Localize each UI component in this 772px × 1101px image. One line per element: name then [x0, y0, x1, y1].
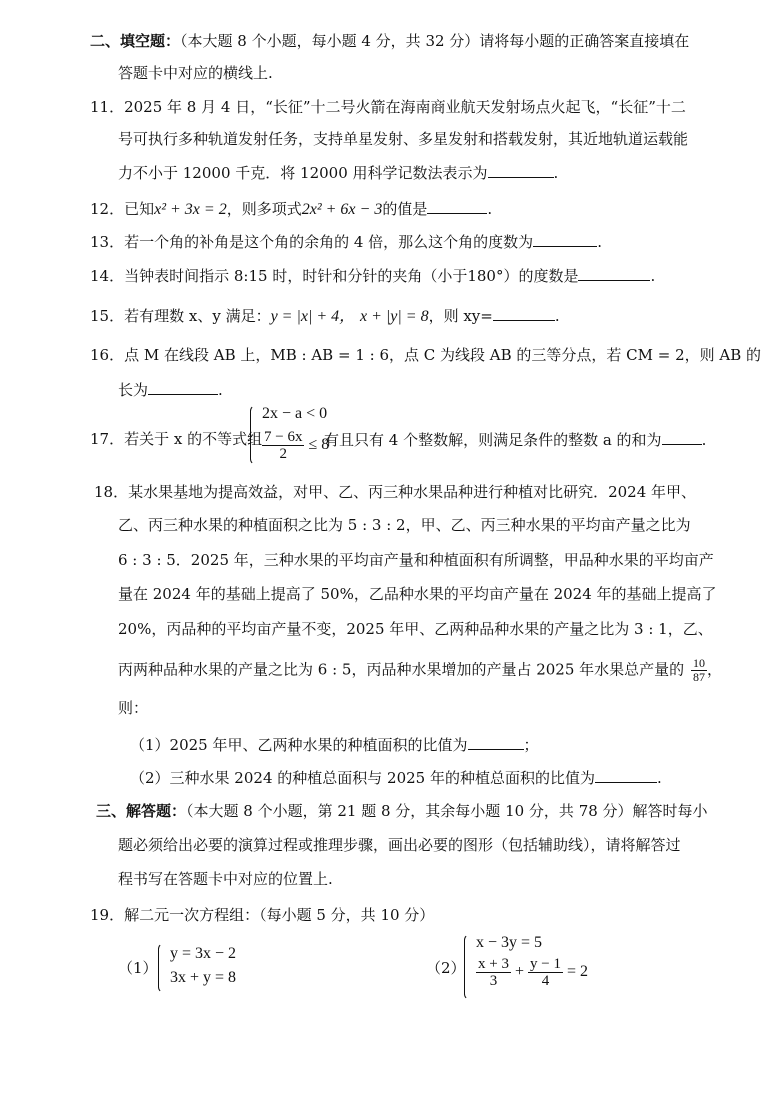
q15-pre: 若有理数 x、y 满足：	[124, 307, 271, 325]
q19-part2-frac2-den: 4	[541, 973, 550, 989]
q13-answer-blank[interactable]	[533, 230, 597, 247]
q11-number: 11．	[90, 98, 125, 116]
q16-text-line2: 长为	[118, 381, 149, 399]
q19-part1-label: （1）	[118, 959, 158, 977]
q18-frac-den: 87	[692, 670, 705, 684]
q19-part2-frac1-den: 3	[489, 973, 498, 989]
q17-inequality2	[250, 429, 330, 462]
q12-equation: x² + 3x = 2	[154, 201, 227, 218]
q11-text-line3: 力不小于 12000 千克．将 12000 用科学记数法表示为	[118, 164, 488, 182]
q18-line1	[94, 481, 696, 503]
q15-equation1: y = |x| + 4，	[270, 308, 356, 325]
q15-number: 15．	[90, 307, 125, 325]
q14-line: 14．当钟表时间指示 8:15 时，时针和分针的夹角（小于180°）的度数是 .	[90, 264, 655, 287]
q14-answer-blank[interactable]	[578, 264, 650, 281]
q12-mid: ，则多项式	[226, 200, 302, 218]
q11-line1	[90, 96, 686, 118]
q11-line2: 号可执行多种轨道发射任务，支持单星发射、多星发射和搭载发射，其近地轨道运载能	[118, 130, 689, 148]
section2-desc-line2: 答题卡中对应的横线上.	[118, 64, 273, 82]
q18-line6: 丙两种品种水果的产量之比为 6 : 5，丙品种水果增加的产量占 2025 年水果总产量的 $\frac{10}{87}$ ，	[118, 656, 722, 684]
q19-part2-frac2-num: y − 1	[530, 956, 561, 972]
q17-line	[90, 428, 262, 450]
q19-part2-eq1: x − 3y = 5	[476, 934, 543, 951]
q18-line5: 20%，丙品种的平均亩产量不变，2025 年甲、乙两种品种水果的产量之比为 3 : 1，乙、	[118, 620, 713, 638]
q15-answer-blank[interactable]	[493, 304, 555, 321]
q11-answer-blank[interactable]	[488, 161, 554, 178]
q12-answer-blank[interactable]	[427, 197, 487, 214]
q17-pre: 若关于 x 的不等式组	[124, 430, 263, 448]
q15-equation2: x + |y| = 8	[359, 308, 429, 325]
section3-desc-line2: 题必须给出必要的演算过程或推理步骤，画出必要的图形（包括辅助线），请将解答过	[118, 836, 681, 854]
q12-pre: 已知	[124, 200, 155, 218]
q19-number: 19．	[90, 906, 125, 924]
q18-line2: 乙、丙三种水果的种植面积之比为 5 : 3 : 2，甲、乙、丙三种水果的平均亩产量之比为	[118, 516, 691, 534]
q19-text: 解二元一次方程组：（每小题 5 分，共 10 分）	[124, 906, 435, 924]
q12-number: 12．	[90, 200, 125, 218]
q15-post: ，则 xy=	[428, 307, 493, 325]
q19-part2-eq2	[464, 956, 604, 989]
section2-heading: 二、填空题：	[90, 32, 181, 50]
q19-line	[90, 904, 434, 926]
q19-part2-frac2	[528, 956, 563, 989]
section3-desc-line1: （本大题 8 个小题，第 21 题 8 分，其余每小题 10 分，共 78 分）解答时每小	[186, 802, 708, 820]
q17-ineq2-tail: ≤ 8	[308, 436, 330, 454]
section3-header	[96, 800, 708, 822]
q18-text-line1: 某水果基地为提高效益，对甲、乙、丙三种水果品种进行种植对比研究．2024 年甲、	[128, 483, 697, 501]
q19-part1-eq2: 3x + y = 8	[170, 969, 237, 986]
q16-answer-blank[interactable]	[148, 378, 218, 395]
section2-header	[90, 30, 689, 52]
section3-heading: 三、解答题：	[96, 802, 187, 820]
q12-post: 的值是	[382, 200, 428, 218]
q13-text: 若一个角的补角是这个角的余角的 4 倍，那么这个角的度数为	[124, 233, 534, 251]
q18-sub1: （1）2025 年甲、乙两种水果的种植面积的比值为 ；	[130, 733, 539, 756]
q19-part2-tail: = 2	[566, 963, 588, 981]
q12-expression: 2x² + 6x − 3	[301, 201, 383, 218]
section3-desc-line3: 程书写在答题卡中对应的位置上.	[118, 870, 333, 888]
q18-line3: 6 : 3 : 5．2025 年，三种水果的平均亩产量和种植面积有所调整，甲品种水果的平均亩产	[118, 551, 714, 569]
q13-number: 13．	[90, 233, 125, 251]
q18-text-line6: 丙两种品种水果的产量之比为 6 : 5，丙品种水果增加的产量占 2025 年水果总产量的	[118, 660, 685, 679]
q17-number: 17．	[90, 430, 125, 448]
q17-inequality1: 2x − a < 0	[262, 405, 328, 422]
q14-number: 14．	[90, 267, 125, 285]
q19-part1-system	[158, 943, 258, 993]
q18-fraction	[691, 657, 707, 684]
q19-part1-eq1: y = 3x − 2	[170, 945, 237, 962]
q18-sub2-answer-blank[interactable]	[595, 766, 657, 783]
q15-line: 15．若有理数 x、y 满足：y = |x| + 4， x + |y| = 8，则 xy= .	[90, 304, 560, 328]
q16-number: 16．	[90, 346, 125, 364]
q12-line: 12．已知x² + 3x = 2，则多项式2x² + 6x − 3的值是 .	[90, 197, 492, 221]
q19-part2-system	[464, 934, 604, 1000]
q17-post: 有且只有 4 个整数解，则满足条件的整数 a 的和为	[324, 431, 662, 449]
q19-part2-label: （2）	[426, 959, 466, 977]
q16-line1	[90, 344, 761, 366]
q18-number: 18．	[94, 483, 129, 501]
q19-part2-plus: +	[514, 963, 524, 981]
q19-part2-frac1-num: x + 3	[478, 956, 509, 972]
q17-inequality-system	[250, 405, 330, 465]
q11-text-line1: 2025 年 8 月 4 日，“长征”十二号火箭在海南商业航天发射场点火起飞，“长征”十二	[124, 98, 686, 116]
q17-frac-num: 7 − 6x	[264, 429, 303, 445]
q18-line4: 量在 2024 年的基础上提高了 50%，乙品种水果的平均亩产量在 2024 年的基础上提高了	[118, 585, 717, 603]
q16-text-line1: 点 M 在线段 AB 上，MB : AB = 1 : 6，点 C 为线段 AB 的三等分点，若 CM = 2，则 AB 的	[124, 346, 762, 364]
section2-desc-line1: （本大题 8 个小题，每小题 4 分，共 32 分）请将每小题的正确答案直接填在	[180, 32, 690, 50]
q17-fraction	[262, 429, 304, 462]
q18-sub1-text: （1）2025 年甲、乙两种水果的种植面积的比值为	[130, 736, 468, 754]
q18-line7: 则：	[118, 699, 149, 717]
q11-line3: 力不小于 12000 千克．将 12000 用科学记数法表示为 .	[118, 161, 558, 184]
q13-line: 13．若一个角的补角是这个角的余角的 4 倍，那么这个角的度数为 .	[90, 230, 602, 253]
q17-line-tail: 有且只有 4 个整数解，则满足条件的整数 a 的和为 .	[324, 428, 706, 451]
q17-frac-den: 2	[279, 446, 287, 462]
q18-sub1-answer-blank[interactable]	[468, 733, 524, 750]
q18-sub2-text: （2）三种水果 2024 的种植总面积与 2025 年的种植总面积的比值为	[130, 769, 595, 787]
q18-sub2: （2）三种水果 2024 的种植总面积与 2025 年的种植总面积的比值为 .	[130, 766, 662, 789]
q19-part2-frac1	[476, 956, 511, 989]
q18-frac-num: 10	[692, 656, 705, 670]
q16-line2: 长为 .	[118, 378, 223, 401]
q17-answer-blank[interactable]	[662, 428, 702, 445]
q14-text: 当钟表时间指示 8:15 时，时针和分针的夹角（小于180°）的度数是	[124, 267, 579, 285]
